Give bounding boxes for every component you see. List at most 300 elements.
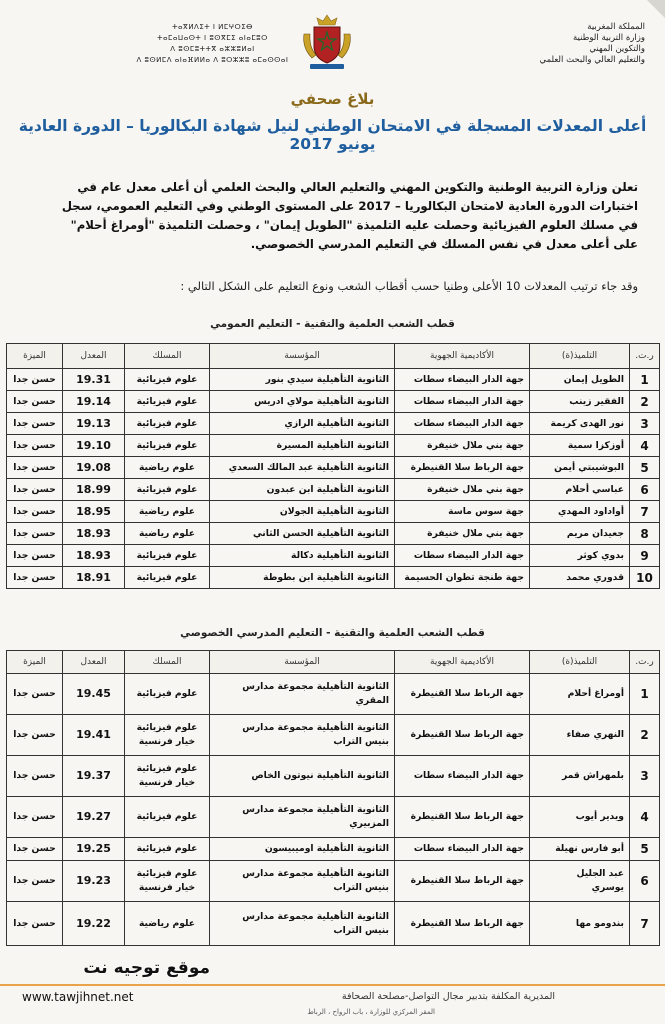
school-cell-text: الثانوية التأهيلية مجموعة مدارس bbox=[242, 910, 389, 922]
average-cell bbox=[63, 797, 125, 838]
academy-cell bbox=[395, 756, 530, 797]
col-header-average: المعدل bbox=[63, 344, 125, 369]
school-cell-text: الثانوية التأهيلية الجولان bbox=[279, 506, 389, 517]
mention-cell-text: حسن جدا bbox=[13, 506, 56, 517]
rank-cell bbox=[630, 838, 660, 861]
academy-cell bbox=[395, 674, 530, 715]
mention-cell bbox=[7, 567, 63, 589]
school-cell-text: الثانوية التأهيلية ابن بطوطة bbox=[263, 572, 389, 583]
col-header-student: التلميذ(ة) bbox=[530, 344, 630, 369]
student-cell-text: بدوي كوثر bbox=[577, 550, 624, 561]
mention-cell-text: حسن جدا bbox=[13, 484, 56, 495]
school-cell-text: الثانوية التأهيلية الرازي bbox=[284, 418, 389, 429]
average-cell-text: 19.25 bbox=[76, 842, 111, 855]
table-row bbox=[7, 902, 660, 946]
track-cell-text: علوم فيزيائية bbox=[136, 763, 198, 774]
school-cell-text: الثانوية التأهيلية مجموعة مدارس bbox=[242, 868, 389, 879]
mention-cell bbox=[7, 838, 63, 861]
header-line: والتكوين المهني bbox=[589, 44, 645, 54]
average-cell bbox=[63, 391, 125, 413]
academy-cell bbox=[395, 369, 530, 391]
student-cell bbox=[530, 567, 630, 589]
student-cell bbox=[530, 369, 630, 391]
academy-cell bbox=[395, 902, 530, 946]
track-cell-text: علوم فيزيائية bbox=[136, 688, 198, 699]
table-row bbox=[7, 797, 660, 838]
rank-cell-text: 6 bbox=[640, 482, 649, 497]
section-label-public: قطب الشعب العلمية والتقنية - التعليم العمومي bbox=[210, 318, 455, 330]
col-header-average: المعدل bbox=[63, 651, 125, 674]
table-header-row bbox=[7, 651, 660, 674]
track-cell bbox=[125, 501, 210, 523]
academy-cell-text: جهة طنجة تطوان الحسيمة bbox=[404, 572, 524, 583]
school-cell bbox=[210, 545, 395, 567]
academy-cell-text: جهة الدار البيضاء سطات bbox=[413, 770, 524, 781]
rank-cell bbox=[630, 861, 660, 902]
student-cell bbox=[530, 674, 630, 715]
footer-divider bbox=[0, 984, 665, 986]
academy-cell-text: جهة الرباط سلا القنيطرة bbox=[410, 462, 524, 473]
track-cell bbox=[125, 861, 210, 902]
mention-cell-text: حسن جدا bbox=[13, 528, 56, 539]
intro-line: في مسلك العلوم الفيزيائية وحصلت عليه التلميذة "الطويل إيمان" ، وحصلت التلميذة "أومراغ أحلام" bbox=[70, 218, 638, 232]
header-line: ⵜⴰⵎⴰⵡⴰⵙⵜ ⵏ ⵓⵙⴳⵎⵉ ⴰⵏⴰⵎⵓⵔ bbox=[157, 34, 268, 42]
mention-cell-text: حسن جدا bbox=[13, 688, 56, 699]
rank-cell-text: 2 bbox=[640, 394, 649, 409]
track-cell-text: علوم فيزيائية bbox=[136, 440, 198, 451]
average-cell-text: 19.14 bbox=[76, 395, 111, 408]
student-cell-text: أوزكزا سمية bbox=[567, 440, 624, 451]
mention-cell bbox=[7, 479, 63, 501]
average-cell-text: 19.10 bbox=[76, 439, 111, 452]
table-row bbox=[7, 545, 660, 567]
academy-cell-text: جهة الرباط سلا القنيطرة bbox=[410, 729, 524, 740]
academy-cell-text: جهة بني ملال خنيفرة bbox=[427, 528, 524, 539]
school-cell-text: الثانوية التأهيلية دكالة bbox=[291, 550, 389, 561]
rank-cell bbox=[630, 501, 660, 523]
student-cell-text: النهري صفاء bbox=[566, 729, 624, 740]
average-cell-text: 18.91 bbox=[76, 571, 111, 584]
track-cell-text: علوم فيزيائية bbox=[136, 484, 198, 495]
track-cell bbox=[125, 838, 210, 861]
rank-cell-text: 1 bbox=[640, 372, 649, 387]
track-cell-text: علوم فيزيائية bbox=[136, 811, 198, 822]
private-results-table bbox=[6, 650, 660, 946]
student-cell-text: أبو فارس نهيلة bbox=[555, 843, 624, 854]
col-header-academy: الأكاديمية الجهوية bbox=[395, 344, 530, 369]
table-row bbox=[7, 838, 660, 861]
student-cell-text: عباسي أحلام bbox=[565, 484, 624, 495]
track-cell-text: علوم فيزيائية bbox=[136, 572, 198, 583]
school-cell bbox=[210, 435, 395, 457]
student-cell bbox=[530, 756, 630, 797]
academy-cell-text: جهة الرباط سلا القنيطرة bbox=[410, 875, 524, 886]
mention-cell bbox=[7, 523, 63, 545]
school-cell bbox=[210, 457, 395, 479]
track-cell bbox=[125, 756, 210, 797]
track-cell-text: علوم رياضية bbox=[138, 917, 196, 929]
student-cell bbox=[530, 838, 630, 861]
mention-cell bbox=[7, 435, 63, 457]
col-header-track: المسلك bbox=[125, 344, 210, 369]
rank-cell-text: 2 bbox=[640, 728, 649, 742]
rank-cell-text: 5 bbox=[640, 842, 649, 856]
academy-cell-text: جهة بني ملال خنيفرة bbox=[427, 484, 524, 495]
average-cell bbox=[63, 369, 125, 391]
mention-cell bbox=[7, 715, 63, 756]
school-cell bbox=[210, 674, 395, 715]
student-cell-text: بلمهراش قمر bbox=[561, 770, 624, 781]
rank-cell-text: 5 bbox=[640, 460, 649, 475]
mention-cell-text: حسن جدا bbox=[13, 875, 56, 886]
col-header-academy: الأكاديمية الجهوية bbox=[395, 651, 530, 674]
rank-cell-text: 7 bbox=[640, 916, 649, 931]
mention-cell bbox=[7, 674, 63, 715]
rank-cell-text: 4 bbox=[640, 438, 649, 453]
mention-cell-text: حسن جدا bbox=[13, 811, 56, 822]
rank-cell bbox=[630, 756, 660, 797]
mention-cell bbox=[7, 369, 63, 391]
student-cell bbox=[530, 861, 630, 902]
school-cell bbox=[210, 479, 395, 501]
student-cell bbox=[530, 501, 630, 523]
track-cell-text: علوم فيزيائية bbox=[136, 843, 198, 854]
student-cell bbox=[530, 523, 630, 545]
school-cell-text: الثانوية التأهيلية مولاي ادريس bbox=[254, 396, 389, 407]
table-row bbox=[7, 391, 660, 413]
student-cell-text: البوشيبتي أيمن bbox=[554, 462, 624, 473]
average-cell bbox=[63, 501, 125, 523]
track-cell-text: خيار فرنسية bbox=[138, 882, 196, 893]
school-cell bbox=[210, 369, 395, 391]
rank-cell bbox=[630, 435, 660, 457]
student-cell-text: عبد الجليل bbox=[576, 868, 624, 879]
school-cell bbox=[210, 567, 395, 589]
rank-cell bbox=[630, 369, 660, 391]
academy-cell bbox=[395, 413, 530, 435]
track-cell-text: خيار فرنسية bbox=[138, 736, 196, 747]
col-header-track: المسلك bbox=[125, 651, 210, 674]
rank-cell-text: 1 bbox=[640, 687, 649, 701]
student-cell bbox=[530, 797, 630, 838]
mention-cell bbox=[7, 797, 63, 838]
school-cell bbox=[210, 797, 395, 838]
academy-cell bbox=[395, 797, 530, 838]
header-line: وزارة التربية الوطنية bbox=[572, 33, 645, 43]
average-cell-text: 19.41 bbox=[76, 728, 111, 741]
track-cell bbox=[125, 797, 210, 838]
track-cell-text: علوم فيزيائية bbox=[136, 550, 198, 561]
mention-cell-text: حسن جدا bbox=[13, 917, 56, 929]
track-cell bbox=[125, 523, 210, 545]
academy-cell-text: جهة سوس ماسة bbox=[448, 506, 524, 517]
col-header-student: التلميذ(ة) bbox=[530, 651, 630, 674]
intro-line: على أعلى معدل في نفس المسلك في التعليم المدرسي الخصوصي. bbox=[250, 237, 638, 251]
track-cell bbox=[125, 435, 210, 457]
rank-cell-text: 9 bbox=[640, 548, 649, 563]
average-cell-text: 19.23 bbox=[76, 874, 111, 887]
rank-cell bbox=[630, 479, 660, 501]
col-header-mention: الميزة bbox=[7, 344, 63, 369]
school-cell bbox=[210, 756, 395, 797]
academy-cell-text: جهة الدار البيضاء سطات bbox=[413, 418, 524, 429]
school-cell bbox=[210, 413, 395, 435]
school-cell-text: المقري bbox=[355, 695, 389, 706]
student-cell bbox=[530, 435, 630, 457]
rank-cell-text: 3 bbox=[640, 769, 649, 783]
school-cell-text: الثانوية التأهيلية مجموعة مدارس bbox=[242, 804, 389, 815]
average-cell-text: 19.31 bbox=[76, 373, 111, 386]
rank-cell bbox=[630, 457, 660, 479]
academy-cell bbox=[395, 715, 530, 756]
student-cell bbox=[530, 545, 630, 567]
student-cell-text: الفقير زينب bbox=[569, 396, 624, 407]
average-cell-text: 18.99 bbox=[76, 483, 111, 496]
header-line: ⴷ ⵓⵙⵎⵓⵜⵜⴳ ⴰⵣⵣⵓⵍⴰⵏ bbox=[170, 45, 255, 53]
public-results-table bbox=[6, 343, 660, 589]
table-row bbox=[7, 715, 660, 756]
average-cell bbox=[63, 435, 125, 457]
intro-paragraph bbox=[28, 178, 638, 254]
academy-cell bbox=[395, 567, 530, 589]
mention-cell-text: حسن جدا bbox=[13, 550, 56, 561]
track-cell-text: خيار فرنسية bbox=[138, 777, 196, 788]
school-cell-text: الثانوية التأهيلية مجموعة مدارس bbox=[242, 722, 389, 733]
average-cell bbox=[63, 861, 125, 902]
academy-cell-text: جهة الدار البيضاء سطات bbox=[413, 374, 524, 385]
press-release-kicker: بلاغ صحفي bbox=[290, 90, 375, 108]
mention-cell-text: حسن جدا bbox=[13, 440, 56, 451]
intro-lead: وقد جاء ترتيب المعدلات 10 الأعلى وطنيا حسب أقطاب الشعب ونوع التعليم على الشكل التالي : bbox=[180, 279, 638, 293]
academy-cell bbox=[395, 457, 530, 479]
school-cell bbox=[210, 902, 395, 946]
header-line: ⴷ ⵓⵙⵍⵎⴷ ⴰⵏⴰⴼⵍⵍⴰ ⴷ ⵓⵔⵣⵣⵓ ⴰⵎⴰⵙⵙⴰⵏ bbox=[136, 56, 289, 64]
mention-cell-text: حسن جدا bbox=[13, 418, 56, 429]
table-row bbox=[7, 567, 660, 589]
school-cell-text: الثانوية التأهيلية نيوتون الخاص bbox=[251, 770, 389, 781]
table-row bbox=[7, 523, 660, 545]
track-cell-text: علوم رياضية bbox=[138, 506, 196, 517]
school-cell-text: الثانوية التأهيلية المسيرة bbox=[276, 440, 389, 451]
school-cell bbox=[210, 391, 395, 413]
average-cell bbox=[63, 457, 125, 479]
average-cell bbox=[63, 715, 125, 756]
col-header-school: المؤسسة bbox=[210, 651, 395, 674]
student-cell-text: قدوري محمد bbox=[566, 572, 624, 583]
average-cell bbox=[63, 756, 125, 797]
rank-cell-text: 4 bbox=[640, 810, 649, 824]
coat-of-arms-icon bbox=[298, 12, 356, 72]
student-cell-text: ويدير أيوب bbox=[575, 811, 624, 822]
student-cell-text: يوسري bbox=[591, 882, 624, 893]
student-cell bbox=[530, 391, 630, 413]
track-cell-text: علوم فيزيائية bbox=[136, 418, 198, 429]
track-cell-text: علوم رياضية bbox=[138, 528, 196, 539]
school-cell-text: الثانوية التأهيلية عبد المالك السعدي bbox=[228, 462, 389, 473]
mention-cell bbox=[7, 545, 63, 567]
average-cell-text: 18.95 bbox=[76, 505, 111, 518]
header-line: والتعليم العالي والبحث العلمي bbox=[539, 55, 645, 65]
academy-cell-text: جهة الدار البيضاء سطات bbox=[413, 550, 524, 561]
col-header-mention: الميزة bbox=[7, 651, 63, 674]
mention-cell bbox=[7, 501, 63, 523]
page-corner-fold bbox=[647, 0, 665, 18]
watermark-brand: موقع توجيه نت bbox=[83, 958, 210, 978]
rank-cell-text: 7 bbox=[640, 504, 649, 519]
table-row bbox=[7, 674, 660, 715]
footer-directorate: المديرية المكلفة بتدبير مجال التواصل-مصلحة الصحافة bbox=[341, 991, 555, 1002]
table-row bbox=[7, 413, 660, 435]
table-row bbox=[7, 435, 660, 457]
col-header-rank: ر.ت. bbox=[630, 651, 660, 674]
academy-cell bbox=[395, 545, 530, 567]
school-cell-text: بنيس التراب bbox=[333, 736, 389, 747]
rank-cell bbox=[630, 545, 660, 567]
average-cell-text: 19.13 bbox=[76, 417, 111, 430]
footer-address: المقر المركزي للوزارة ، باب الرواح ، الرباط bbox=[307, 1008, 435, 1016]
header-line: ⵜⴰⴳⵍⴷⵉⵜ ⵏ ⵍⵎⵖⵔⵉⴱ bbox=[172, 23, 253, 31]
average-cell bbox=[63, 523, 125, 545]
school-cell-text: المزبيري bbox=[349, 818, 389, 829]
academy-cell bbox=[395, 838, 530, 861]
school-cell bbox=[210, 715, 395, 756]
average-cell bbox=[63, 413, 125, 435]
school-cell-text: الثانوية التأهيلية الحسن الثاني bbox=[252, 528, 389, 539]
student-cell bbox=[530, 479, 630, 501]
table-row bbox=[7, 457, 660, 479]
school-cell-text: الثانوية التأهيلية مجموعة مدارس bbox=[242, 681, 389, 692]
academy-cell-text: جهة الرباط سلا القنيطرة bbox=[410, 688, 524, 699]
mention-cell-text: حسن جدا bbox=[13, 843, 56, 854]
average-cell-text: 19.37 bbox=[76, 769, 111, 782]
rank-cell-text: 8 bbox=[640, 526, 649, 541]
student-cell bbox=[530, 902, 630, 946]
rank-cell bbox=[630, 902, 660, 946]
header-line: المملكة المغربية bbox=[587, 22, 645, 32]
academy-cell-text: جهة بني ملال خنيفرة bbox=[427, 440, 524, 451]
academy-cell-text: جهة الدار البيضاء سطات bbox=[413, 843, 524, 854]
school-cell-text: الثانوية التأهيلية ابن عبدون bbox=[266, 484, 389, 495]
school-cell bbox=[210, 523, 395, 545]
academy-cell bbox=[395, 391, 530, 413]
mention-cell-text: حسن جدا bbox=[13, 729, 56, 740]
track-cell bbox=[125, 391, 210, 413]
student-cell bbox=[530, 457, 630, 479]
mention-cell-text: حسن جدا bbox=[13, 572, 56, 583]
mention-cell bbox=[7, 756, 63, 797]
table-row bbox=[7, 861, 660, 902]
student-cell-text: نور الهدى كريمة bbox=[550, 418, 624, 429]
rank-cell bbox=[630, 715, 660, 756]
academy-cell bbox=[395, 523, 530, 545]
rank-cell-text: 10 bbox=[636, 570, 653, 585]
average-cell bbox=[63, 838, 125, 861]
student-cell bbox=[530, 715, 630, 756]
mention-cell-text: حسن جدا bbox=[13, 374, 56, 385]
average-cell-text: 19.27 bbox=[76, 810, 111, 823]
track-cell bbox=[125, 715, 210, 756]
rank-cell bbox=[630, 567, 660, 589]
school-cell bbox=[210, 838, 395, 861]
average-cell bbox=[63, 479, 125, 501]
school-cell bbox=[210, 861, 395, 902]
track-cell bbox=[125, 674, 210, 715]
student-cell-text: الطويل إيمان bbox=[563, 374, 624, 385]
average-cell-text: 19.08 bbox=[76, 461, 111, 474]
col-header-rank: ر.ت. bbox=[630, 344, 660, 369]
academy-cell-text: جهة الدار البيضاء سطات bbox=[413, 396, 524, 407]
mention-cell bbox=[7, 457, 63, 479]
student-cell-text: أومراغ أحلام bbox=[567, 688, 624, 699]
school-cell bbox=[210, 501, 395, 523]
student-cell-text: جعيدان مريم bbox=[566, 528, 624, 539]
rank-cell bbox=[630, 797, 660, 838]
rank-cell-text: 3 bbox=[640, 416, 649, 431]
mention-cell bbox=[7, 391, 63, 413]
rank-cell bbox=[630, 523, 660, 545]
intro-line: اختبارات الدورة العادية لامتحان البكالوريا – 2017 على المستوى الوطني وفي التعليم العمومي، سجل bbox=[61, 199, 638, 213]
document-title: أعلى المعدلات المسجلة في الامتحان الوطني لنيل شهادة البكالوريا – الدورة العادية يونيو 2017 bbox=[18, 117, 647, 153]
track-cell bbox=[125, 567, 210, 589]
academy-cell bbox=[395, 861, 530, 902]
section-label-private: قطب الشعب العلمية والتقنية - التعليم المدرسي الخصوصي bbox=[180, 627, 485, 639]
table-header-row bbox=[7, 344, 660, 369]
track-cell bbox=[125, 479, 210, 501]
rank-cell bbox=[630, 674, 660, 715]
track-cell-text: علوم فيزيائية bbox=[136, 396, 198, 407]
header-ministry-arabic bbox=[470, 22, 645, 66]
school-cell-text: بنيس التراب bbox=[333, 882, 389, 893]
watermark-url[interactable]: www.tawjihnet.net bbox=[22, 990, 134, 1004]
mention-cell-text: حسن جدا bbox=[13, 770, 56, 781]
track-cell-text: علوم رياضية bbox=[138, 462, 196, 473]
student-cell-text: أواداود المهدي bbox=[557, 506, 624, 517]
school-cell-text: بنيس التراب bbox=[333, 924, 389, 936]
mention-cell-text: حسن جدا bbox=[13, 462, 56, 473]
track-cell bbox=[125, 369, 210, 391]
mention-cell bbox=[7, 413, 63, 435]
academy-cell bbox=[395, 435, 530, 457]
rank-cell bbox=[630, 391, 660, 413]
average-cell bbox=[63, 545, 125, 567]
average-cell bbox=[63, 567, 125, 589]
average-cell-text: 19.22 bbox=[76, 916, 111, 930]
track-cell-text: علوم فيزيائية bbox=[136, 722, 198, 733]
intro-line: تعلن وزارة التربية الوطنية والتكوين المهني والتعليم العالي والبحث العلمي أن أعلى معدل عام في bbox=[77, 180, 638, 194]
academy-cell-text: جهة الرباط سلا القنيطرة bbox=[410, 917, 524, 929]
track-cell bbox=[125, 902, 210, 946]
table-row bbox=[7, 369, 660, 391]
col-header-school: المؤسسة bbox=[210, 344, 395, 369]
student-cell-text: بندومو مها bbox=[575, 917, 624, 929]
academy-cell-text: جهة الرباط سلا القنيطرة bbox=[410, 811, 524, 822]
track-cell bbox=[125, 413, 210, 435]
track-cell bbox=[125, 545, 210, 567]
mention-cell-text: حسن جدا bbox=[13, 396, 56, 407]
rank-cell-text: 6 bbox=[640, 874, 649, 888]
average-cell bbox=[63, 674, 125, 715]
average-cell bbox=[63, 902, 125, 946]
rank-cell bbox=[630, 413, 660, 435]
table-row bbox=[7, 756, 660, 797]
track-cell-text: علوم فيزيائية bbox=[136, 868, 198, 879]
academy-cell bbox=[395, 501, 530, 523]
average-cell-text: 18.93 bbox=[76, 527, 111, 540]
mention-cell bbox=[7, 861, 63, 902]
academy-cell bbox=[395, 479, 530, 501]
table-row bbox=[7, 479, 660, 501]
track-cell bbox=[125, 457, 210, 479]
